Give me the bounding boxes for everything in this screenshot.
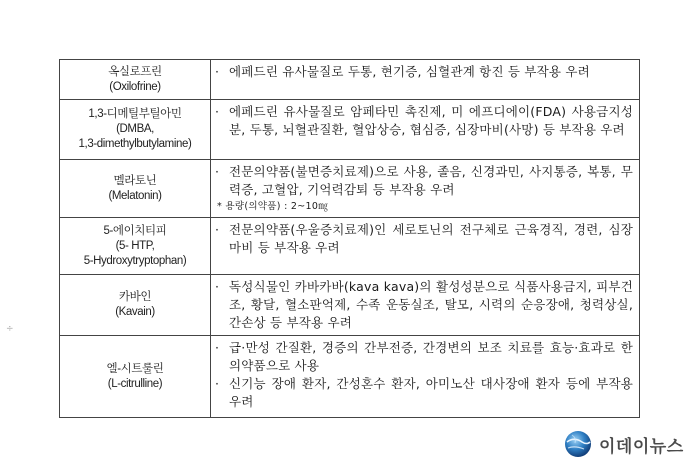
bullet-mark: · [215, 64, 220, 79]
ingredient-name-line: 엘-시트룰린 [106, 362, 164, 375]
side-effect-text: 에페드린 유사물질로 암페타민 촉진제, 미 에프디에이(FDA) 사용금지성분, 두통, 뇌혈관질환, 혈압상승, 협심증, 심장마비(사망) 등 부작용 우려 [229, 104, 633, 137]
bullet-mark: · [215, 376, 220, 391]
table-row [60, 160, 640, 218]
side-effect-text: 전문의약품(우울증치료제)인 세로토닌의 전구체로 근육경직, 경련, 심장마비 등 부작용 우려 [229, 222, 633, 255]
supplement-ingredient-table [59, 59, 640, 418]
ingredient-name-cell [60, 60, 211, 100]
list-item [215, 63, 633, 81]
ingredient-name-line: (5- HTP, [115, 239, 155, 252]
table-row [60, 336, 640, 418]
list-item [215, 339, 633, 375]
ingredient-name-cell [60, 336, 211, 418]
table-row [60, 218, 640, 275]
list-item [215, 375, 633, 411]
ingredient-name-line: 5-Hydroxytryptophan) [83, 254, 187, 267]
ingredient-name-cell [60, 160, 211, 218]
side-effect-text: 급·만성 간질환, 경증의 간부전증, 간경변의 보조 치료를 효능·효과로 한 의약품으로 사용 [229, 340, 633, 373]
dosage-note: * 용량(의약품) : 2~10㎎ [217, 201, 329, 212]
list-item [215, 163, 633, 199]
list-item [215, 278, 633, 332]
side-effect-cell [211, 218, 640, 275]
side-effect-text: 신기능 장애 환자, 간성혼수 환자, 아미노산 대사장애 환자 등에 부작용 우려 [229, 376, 633, 409]
side-effect-text: 에페드린 유사물질로 두통, 현기증, 심혈관계 항진 등 부작용 우려 [229, 64, 590, 79]
side-mark: ÷ [6, 324, 14, 334]
bullet-mark: · [215, 340, 220, 355]
side-effect-cell [211, 160, 640, 218]
brand-logo [563, 429, 684, 459]
ingredient-name-line: (Melatonin) [108, 189, 162, 202]
bullet-mark: · [215, 164, 220, 179]
brand-logo-text: 이데이뉴스 [599, 436, 684, 457]
side-effect-cell [211, 275, 640, 336]
table-row [60, 275, 640, 336]
bullet-mark: · [215, 222, 220, 237]
ingredient-name-line: (L-citrulline) [107, 377, 163, 390]
ingredient-name-line: (DMBA, [116, 123, 154, 135]
ingredient-name-line: (Kavain) [115, 306, 155, 318]
ingredient-name-line: 카바인 [118, 291, 152, 303]
ingredient-name-cell [60, 218, 211, 275]
ingredient-name-line: (Oxilofrine) [109, 80, 161, 93]
side-effect-cell [211, 336, 640, 418]
table-row [60, 60, 640, 100]
bullet-mark: · [215, 104, 220, 119]
side-effect-cell [211, 60, 640, 100]
ingredient-name-cell [60, 100, 211, 160]
ingredient-name-line: 1,3-디메틸부틸아민 [88, 108, 182, 120]
ingredient-name-line: 5-에이치티피 [103, 224, 167, 237]
side-effect-cell [211, 100, 640, 160]
bullet-mark: · [215, 279, 220, 294]
ingredient-name-line: 멜라토닌 [113, 174, 157, 187]
list-item [215, 221, 633, 257]
list-item [215, 103, 633, 139]
table-row [60, 100, 640, 160]
ingredient-name-cell [60, 275, 211, 336]
ingredient-name-line: 1,3-dimethylbutylamine) [78, 138, 192, 150]
side-effect-text: 전문의약품(불면증치료제)으로 사용, 졸음, 신경과민, 사지통증, 복통, 무력증, 고혈압, 기억력감퇴 등 부작용 우려 [229, 164, 633, 197]
side-effect-text: 독성식물인 카바카바(kava kava)의 활성성분으로 식품사용금지, 피부건조, 황달, 혈소판억제, 수족 운동실조, 탈모, 시력의 순응장애, 청력상실, 간손상 등 부작용 우려 [229, 279, 633, 330]
ingredient-name-line: 옥실로프린 [108, 65, 162, 78]
globe-icon [563, 429, 593, 459]
